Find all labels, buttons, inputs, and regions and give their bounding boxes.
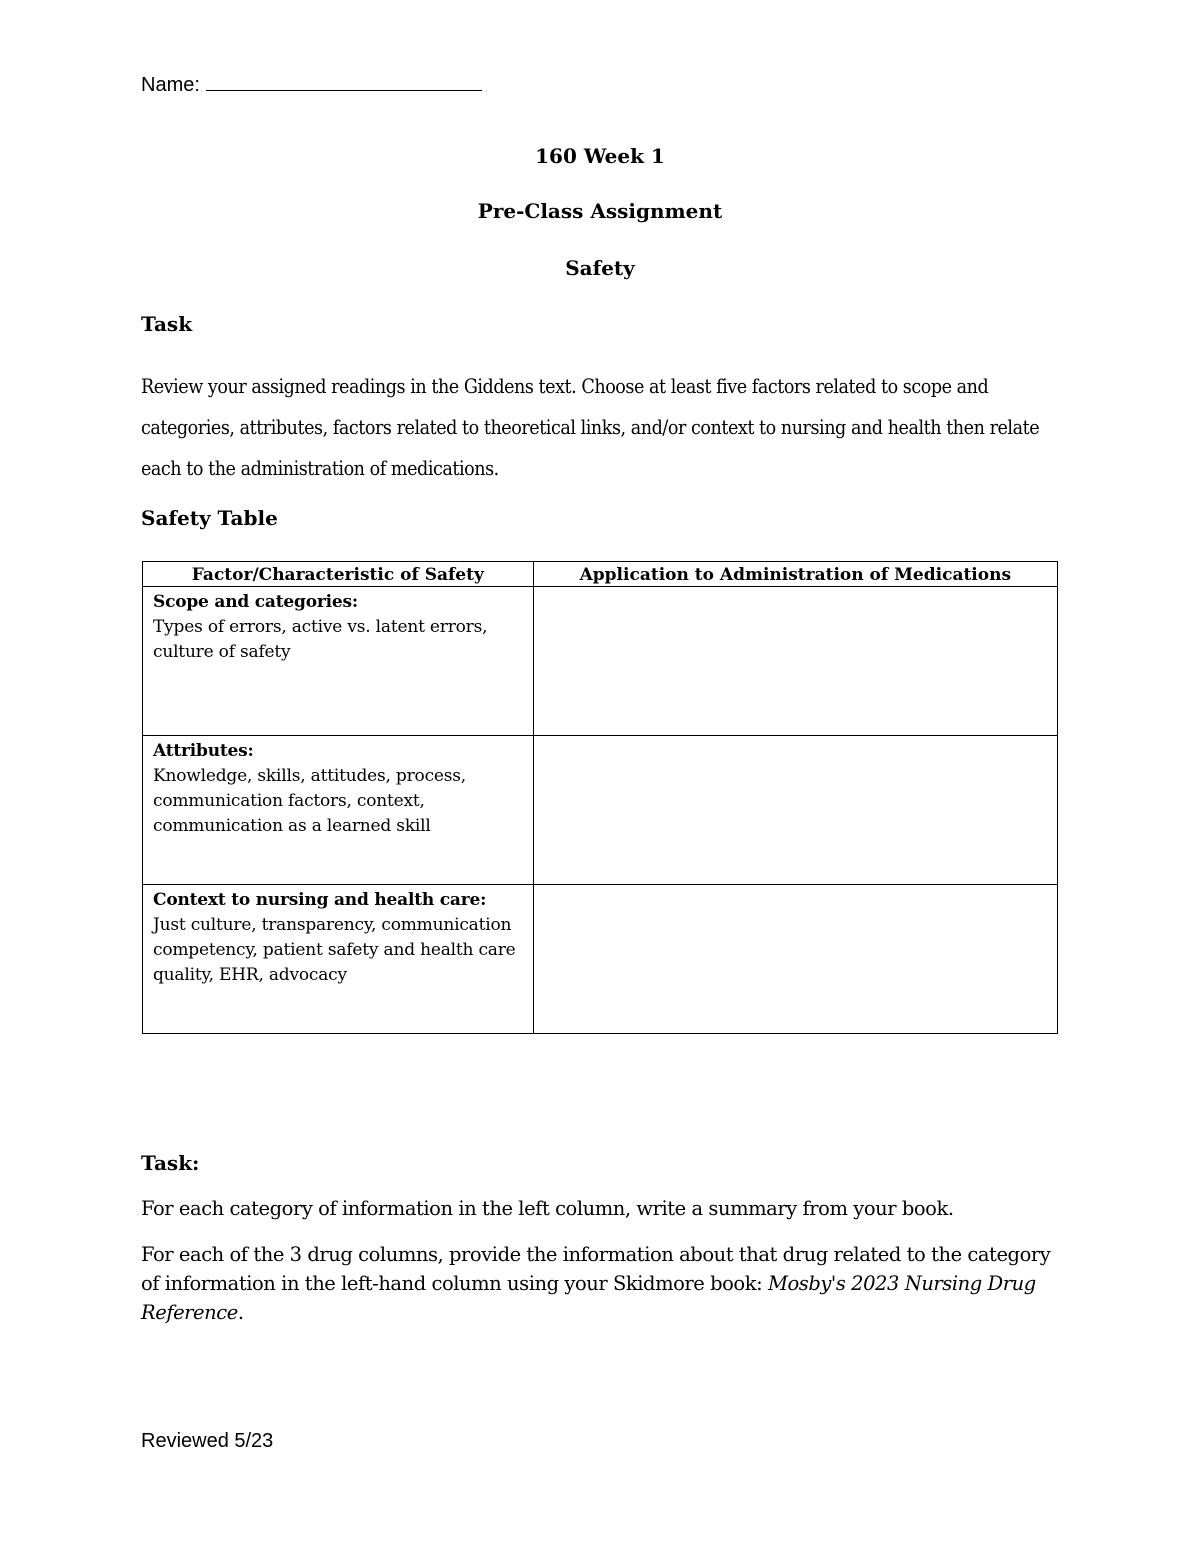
application-text [534,587,1057,590]
factor-detail: Just culture, transparency, communication competency, patient safety and health care quality, EHR, advocacy [153,915,516,985]
topic-title: Safety [565,256,635,280]
reviewed-date: Reviewed 5/23 [141,1430,274,1452]
safety-table-heading: Safety Table [141,506,278,530]
factor-cell [143,885,534,1034]
column-header-factor: Factor/Characteristic of Safety [143,562,534,587]
application-cell[interactable] [533,587,1057,736]
drug-instruction-text: For each of the 3 drug columns, provide the information about that drug related to the category of information in the left-hand column using your Skidmore book: [141,1243,1051,1295]
factor-title: Attributes: [153,741,254,761]
application-text [534,885,1057,888]
task-heading: Task [141,312,193,336]
table-row [143,587,1058,736]
task-instructions: Review your assigned readings in the Giddens text. Choose at least five factors related to scope and categories, attributes, factors related to theoretical links, and/or context to nursing and health then relate each to the administration of medications. [141,375,1040,480]
safety-table [142,561,1058,1034]
application-cell[interactable] [533,736,1057,885]
column-header-application: Application to Administration of Medications [533,562,1057,587]
name-label: Name: [141,74,200,96]
book-title: Mosby's 2023 Nursing Drug Reference [141,1272,1036,1324]
factor-detail: Types of errors, active vs. latent errors, culture of safety [153,617,488,662]
task2-drug-instruction [141,1240,1071,1327]
application-text [534,736,1057,739]
application-cell[interactable] [533,885,1057,1034]
assignment-title: Pre-Class Assignment [477,199,723,223]
task2-summary-instruction: For each category of information in the left column, write a summary from your book. [141,1197,954,1220]
factor-title: Scope and categories: [153,592,358,612]
name-field-line [141,74,482,97]
task2-heading: Task: [141,1151,200,1175]
table-row [143,885,1058,1034]
drug-instruction-end: . [237,1301,244,1324]
table-row [143,736,1058,885]
factor-title: Context to nursing and health care: [153,890,487,910]
factor-cell [143,587,534,736]
name-blank[interactable] [206,74,482,91]
factor-detail: Knowledge, skills, attitudes, process, communication factors, context, communication as a learned skill [153,766,467,836]
factor-cell [143,736,534,885]
table-header-row [143,562,1058,587]
course-title: 160 Week 1 [535,144,665,168]
